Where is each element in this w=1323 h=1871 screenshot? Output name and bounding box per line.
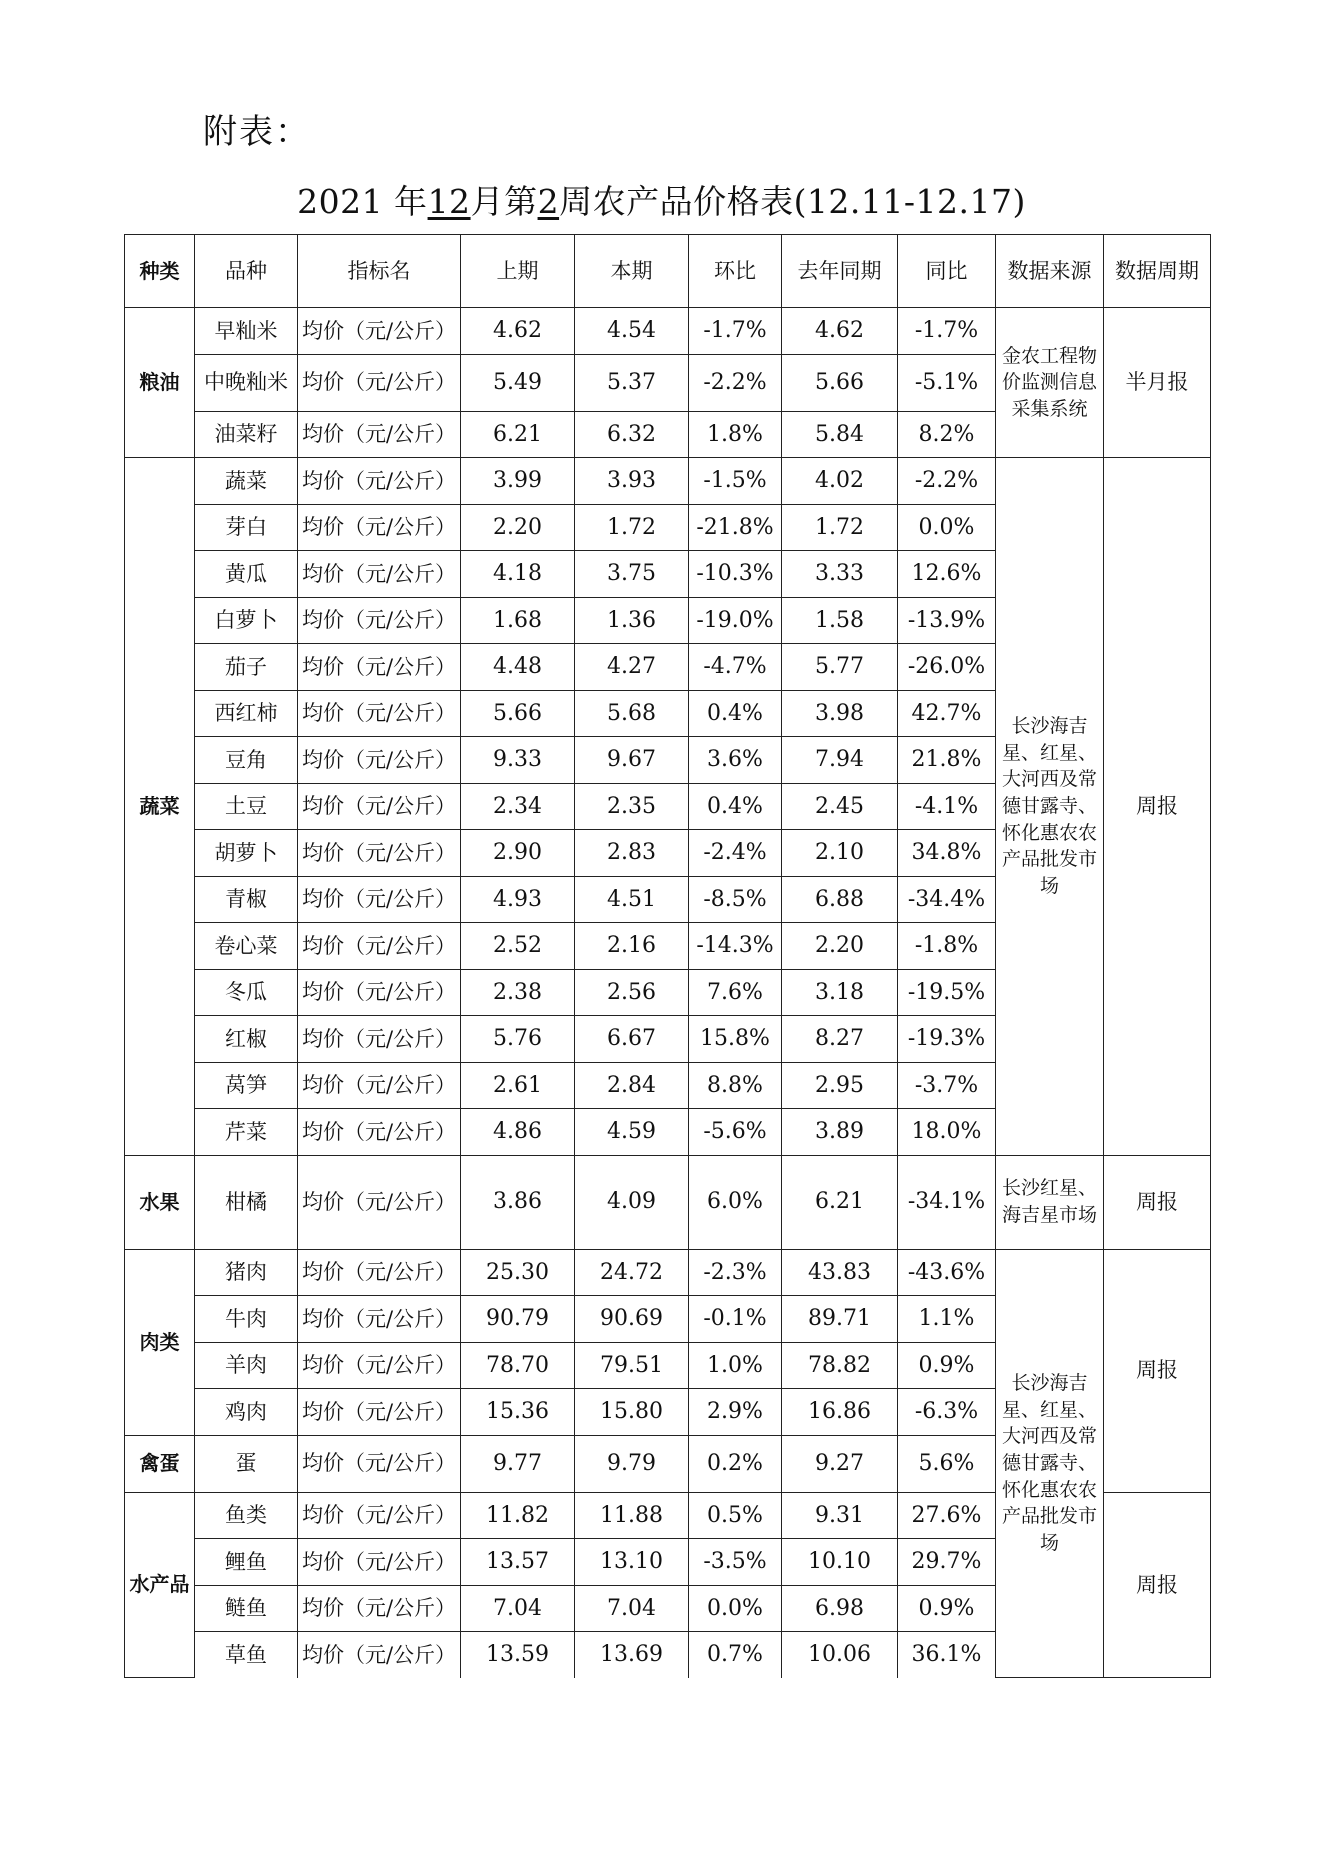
period-cell-aqua: 周报 [1104,1492,1211,1678]
variety-cell: 西红柿 [195,690,298,737]
source-cell-veg: 长沙海吉星、红星、大河西及常德甘露寺、怀化惠农农产品批发市场 [996,458,1104,1156]
last-year-cell: 3.18 [782,969,898,1016]
current-cell: 2.35 [575,783,689,830]
indicator-cell: 均价（元/公斤） [298,737,461,784]
indicator-cell: 均价（元/公斤） [298,783,461,830]
last-year-cell: 3.89 [782,1109,898,1156]
mom-cell: -4.7% [689,644,782,691]
current-cell: 2.83 [575,830,689,877]
variety-cell: 冬瓜 [195,969,298,1016]
previous-cell: 78.70 [461,1342,575,1389]
mom-cell: 7.6% [689,969,782,1016]
yoy-cell: -1.7% [898,308,996,355]
mom-cell: -2.3% [689,1249,782,1296]
previous-cell: 15.36 [461,1389,575,1436]
mom-cell: -3.5% [689,1539,782,1586]
variety-cell: 茄子 [195,644,298,691]
mom-cell: 15.8% [689,1016,782,1063]
current-cell: 4.54 [575,308,689,355]
yoy-cell: 21.8% [898,737,996,784]
indicator-cell: 均价（元/公斤） [298,1109,461,1156]
title-rest: 周农产品价格表(12.11-12.17) [559,182,1026,221]
last-year-cell: 4.62 [782,308,898,355]
indicator-cell: 均价（元/公斤） [298,1249,461,1296]
indicator-cell: 均价（元/公斤） [298,876,461,923]
yoy-cell: -34.4% [898,876,996,923]
indicator-cell: 均价（元/公斤） [298,308,461,355]
last-year-cell: 6.21 [782,1155,898,1249]
indicator-cell: 均价（元/公斤） [298,504,461,551]
indicator-cell: 均价（元/公斤） [298,458,461,505]
mom-cell: 0.4% [689,690,782,737]
variety-cell: 早籼米 [195,308,298,355]
category-cell-grain: 粮油 [125,308,195,458]
previous-cell: 2.38 [461,969,575,1016]
header-row [125,235,1211,308]
variety-cell: 鲤鱼 [195,1539,298,1586]
yoy-cell: 5.6% [898,1435,996,1492]
header-last-year: 去年同期 [782,235,898,308]
mom-cell: -1.5% [689,458,782,505]
variety-cell: 鱼类 [195,1492,298,1539]
indicator-cell: 均价（元/公斤） [298,1062,461,1109]
current-cell: 2.84 [575,1062,689,1109]
yoy-cell: 42.7% [898,690,996,737]
indicator-cell: 均价（元/公斤） [298,551,461,598]
yoy-cell: 12.6% [898,551,996,598]
current-cell: 2.16 [575,923,689,970]
header-source: 数据来源 [996,235,1104,308]
indicator-cell: 均价（元/公斤） [298,1155,461,1249]
last-year-cell: 3.33 [782,551,898,598]
current-cell: 15.80 [575,1389,689,1436]
table-row [125,1155,1211,1249]
previous-cell: 25.30 [461,1249,575,1296]
previous-cell: 4.86 [461,1109,575,1156]
last-year-cell: 2.10 [782,830,898,877]
indicator-cell: 均价（元/公斤） [298,644,461,691]
mom-cell: -2.4% [689,830,782,877]
previous-cell: 1.68 [461,597,575,644]
mom-cell: -2.2% [689,354,782,411]
current-cell: 11.88 [575,1492,689,1539]
mom-cell: 0.4% [689,783,782,830]
yoy-cell: -2.2% [898,458,996,505]
variety-cell: 蛋 [195,1435,298,1492]
mom-cell: 6.0% [689,1155,782,1249]
yoy-cell: 27.6% [898,1492,996,1539]
indicator-cell: 均价（元/公斤） [298,1492,461,1539]
last-year-cell: 8.27 [782,1016,898,1063]
yoy-cell: 18.0% [898,1109,996,1156]
mom-cell: -21.8% [689,504,782,551]
last-year-cell: 1.72 [782,504,898,551]
period-cell-veg: 周报 [1104,458,1211,1156]
variety-cell: 羊肉 [195,1342,298,1389]
current-cell: 79.51 [575,1342,689,1389]
mom-cell: 0.7% [689,1632,782,1678]
variety-cell: 牛肉 [195,1296,298,1343]
current-cell: 4.59 [575,1109,689,1156]
previous-cell: 5.49 [461,354,575,411]
current-cell: 90.69 [575,1296,689,1343]
variety-cell: 柑橘 [195,1155,298,1249]
last-year-cell: 9.31 [782,1492,898,1539]
indicator-cell: 均价（元/公斤） [298,1389,461,1436]
mom-cell: -0.1% [689,1296,782,1343]
price-table [124,234,1211,1678]
indicator-cell: 均价（元/公斤） [298,1296,461,1343]
mom-cell: -10.3% [689,551,782,598]
current-cell: 13.10 [575,1539,689,1586]
indicator-cell: 均价（元/公斤） [298,969,461,1016]
indicator-cell: 均价（元/公斤） [298,1539,461,1586]
period-cell-meat: 周报 [1104,1249,1211,1492]
last-year-cell: 2.45 [782,783,898,830]
appendix-caption: 附表： [203,112,311,152]
current-cell: 4.27 [575,644,689,691]
variety-cell: 白萝卜 [195,597,298,644]
yoy-cell: -6.3% [898,1389,996,1436]
previous-cell: 7.04 [461,1585,575,1632]
current-cell: 24.72 [575,1249,689,1296]
previous-cell: 90.79 [461,1296,575,1343]
indicator-cell: 均价（元/公斤） [298,690,461,737]
previous-cell: 5.76 [461,1016,575,1063]
category-cell-egg: 禽蛋 [125,1435,195,1492]
yoy-cell: -1.8% [898,923,996,970]
last-year-cell: 3.98 [782,690,898,737]
previous-cell: 13.57 [461,1539,575,1586]
header-category: 种类 [125,235,195,308]
variety-cell: 鲢鱼 [195,1585,298,1632]
variety-cell: 猪肉 [195,1249,298,1296]
mom-cell: -8.5% [689,876,782,923]
last-year-cell: 5.66 [782,354,898,411]
current-cell: 4.09 [575,1155,689,1249]
previous-cell: 9.77 [461,1435,575,1492]
yoy-cell: 0.0% [898,504,996,551]
variety-cell: 草鱼 [195,1632,298,1678]
variety-cell: 黄瓜 [195,551,298,598]
current-cell: 2.56 [575,969,689,1016]
header-variety: 品种 [195,235,298,308]
variety-cell: 胡萝卜 [195,830,298,877]
category-cell-meat: 肉类 [125,1249,195,1435]
indicator-cell: 均价（元/公斤） [298,1585,461,1632]
yoy-cell: -3.7% [898,1062,996,1109]
mom-cell: 8.8% [689,1062,782,1109]
yoy-cell: 8.2% [898,411,996,458]
yoy-cell: -26.0% [898,644,996,691]
variety-cell: 油菜籽 [195,411,298,458]
yoy-cell: 34.8% [898,830,996,877]
current-cell: 6.67 [575,1016,689,1063]
yoy-cell: 0.9% [898,1585,996,1632]
header-mom: 环比 [689,235,782,308]
current-cell: 4.51 [575,876,689,923]
previous-cell: 6.21 [461,411,575,458]
source-cell-fruit: 长沙红星、海吉星市场 [996,1155,1104,1249]
current-cell: 3.75 [575,551,689,598]
title-week: 2 [537,182,560,221]
indicator-cell: 均价（元/公斤） [298,1342,461,1389]
variety-cell: 土豆 [195,783,298,830]
last-year-cell: 10.06 [782,1632,898,1678]
previous-cell: 3.99 [461,458,575,505]
mom-cell: 0.2% [689,1435,782,1492]
period-cell-fruit: 周报 [1104,1155,1211,1249]
mom-cell: -14.3% [689,923,782,970]
current-cell: 9.67 [575,737,689,784]
indicator-cell: 均价（元/公斤） [298,411,461,458]
last-year-cell: 78.82 [782,1342,898,1389]
category-cell-fruit: 水果 [125,1155,195,1249]
last-year-cell: 2.95 [782,1062,898,1109]
current-cell: 3.93 [575,458,689,505]
variety-cell: 豆角 [195,737,298,784]
title-year: 2021 年 [297,182,428,221]
header-previous: 上期 [461,235,575,308]
header-current: 本期 [575,235,689,308]
previous-cell: 2.34 [461,783,575,830]
source-cell-meat: 长沙海吉星、红星、大河西及常德甘露寺、怀化惠农农产品批发市场 [996,1249,1104,1678]
previous-cell: 2.61 [461,1062,575,1109]
header-period: 数据周期 [1104,235,1211,308]
indicator-cell: 均价（元/公斤） [298,1016,461,1063]
header-yoy: 同比 [898,235,996,308]
category-cell-aqua: 水产品 [125,1492,195,1678]
last-year-cell: 6.98 [782,1585,898,1632]
yoy-cell: 1.1% [898,1296,996,1343]
indicator-cell: 均价（元/公斤） [298,923,461,970]
mom-cell: 2.9% [689,1389,782,1436]
table-row [125,1249,1211,1296]
previous-cell: 3.86 [461,1155,575,1249]
yoy-cell: -5.1% [898,354,996,411]
previous-cell: 11.82 [461,1492,575,1539]
last-year-cell: 9.27 [782,1435,898,1492]
previous-cell: 4.62 [461,308,575,355]
previous-cell: 4.18 [461,551,575,598]
variety-cell: 芹菜 [195,1109,298,1156]
current-cell: 1.72 [575,504,689,551]
current-cell: 13.69 [575,1632,689,1678]
last-year-cell: 16.86 [782,1389,898,1436]
indicator-cell: 均价（元/公斤） [298,597,461,644]
indicator-cell: 均价（元/公斤） [298,1632,461,1678]
previous-cell: 2.20 [461,504,575,551]
last-year-cell: 7.94 [782,737,898,784]
indicator-cell: 均价（元/公斤） [298,1435,461,1492]
mom-cell: -1.7% [689,308,782,355]
mom-cell: 3.6% [689,737,782,784]
variety-cell: 红椒 [195,1016,298,1063]
yoy-cell: -34.1% [898,1155,996,1249]
title-week-prefix: 月第 [470,182,538,221]
category-cell-veg: 蔬菜 [125,458,195,1156]
indicator-cell: 均价（元/公斤） [298,354,461,411]
previous-cell: 2.52 [461,923,575,970]
previous-cell: 5.66 [461,690,575,737]
page-title [0,176,1323,223]
yoy-cell: -13.9% [898,597,996,644]
mom-cell: 0.0% [689,1585,782,1632]
last-year-cell: 1.58 [782,597,898,644]
header-indicator: 指标名 [298,235,461,308]
current-cell: 5.68 [575,690,689,737]
indicator-cell: 均价（元/公斤） [298,830,461,877]
mom-cell: 1.8% [689,411,782,458]
period-cell-grain: 半月报 [1104,308,1211,458]
yoy-cell: -19.3% [898,1016,996,1063]
variety-cell: 莴笋 [195,1062,298,1109]
last-year-cell: 5.77 [782,644,898,691]
current-cell: 9.79 [575,1435,689,1492]
yoy-cell: -19.5% [898,969,996,1016]
previous-cell: 13.59 [461,1632,575,1678]
variety-cell: 卷心菜 [195,923,298,970]
last-year-cell: 10.10 [782,1539,898,1586]
previous-cell: 2.90 [461,830,575,877]
table-row [125,458,1211,505]
mom-cell: -19.0% [689,597,782,644]
last-year-cell: 4.02 [782,458,898,505]
previous-cell: 4.93 [461,876,575,923]
yoy-cell: 29.7% [898,1539,996,1586]
last-year-cell: 6.88 [782,876,898,923]
yoy-cell: -4.1% [898,783,996,830]
variety-cell: 青椒 [195,876,298,923]
previous-cell: 4.48 [461,644,575,691]
current-cell: 1.36 [575,597,689,644]
mom-cell: -5.6% [689,1109,782,1156]
mom-cell: 0.5% [689,1492,782,1539]
current-cell: 6.32 [575,411,689,458]
variety-cell: 蔬菜 [195,458,298,505]
previous-cell: 9.33 [461,737,575,784]
last-year-cell: 2.20 [782,923,898,970]
yoy-cell: 36.1% [898,1632,996,1678]
yoy-cell: -43.6% [898,1249,996,1296]
variety-cell: 芽白 [195,504,298,551]
title-month: 12 [427,182,471,221]
mom-cell: 1.0% [689,1342,782,1389]
variety-cell: 中晚籼米 [195,354,298,411]
current-cell: 5.37 [575,354,689,411]
last-year-cell: 5.84 [782,411,898,458]
table-row [125,308,1211,355]
last-year-cell: 43.83 [782,1249,898,1296]
yoy-cell: 0.9% [898,1342,996,1389]
variety-cell: 鸡肉 [195,1389,298,1436]
current-cell: 7.04 [575,1585,689,1632]
source-cell-grain: 金农工程物价监测信息采集系统 [996,308,1104,458]
last-year-cell: 89.71 [782,1296,898,1343]
